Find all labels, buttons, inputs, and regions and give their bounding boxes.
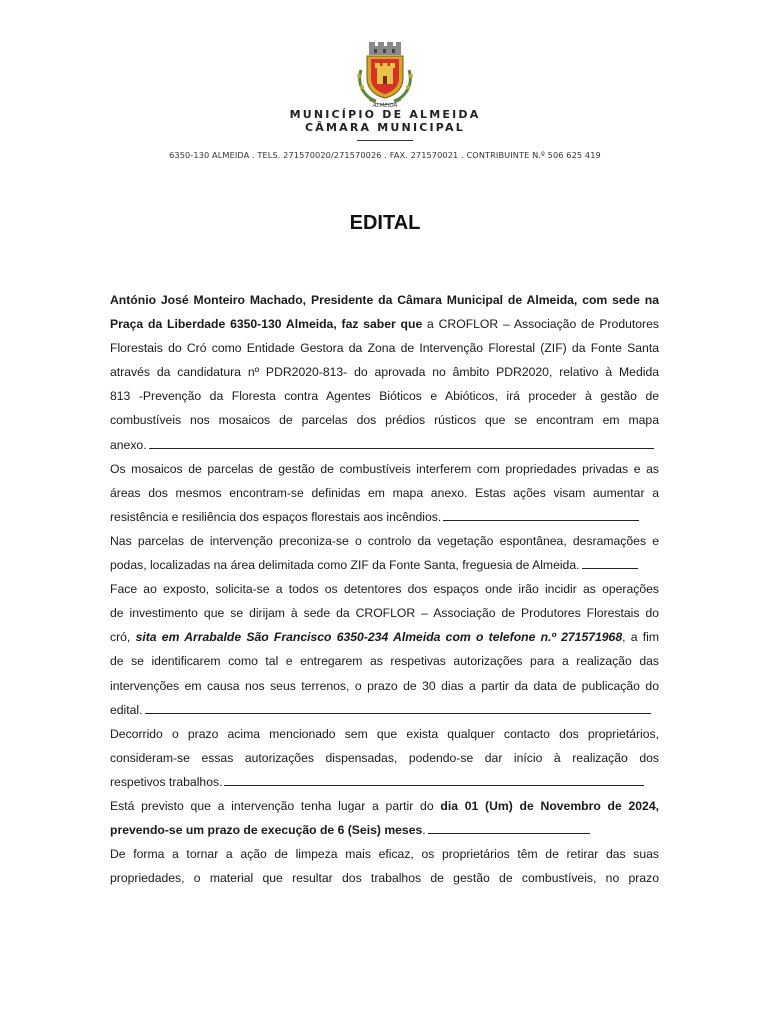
body-line-text: . — [422, 823, 426, 838]
body-line — [110, 698, 659, 722]
body-line: De forma a tornar a ação de limpeza mais eficaz, os proprietários têm de retirar das suas — [110, 847, 659, 862]
body-line — [110, 818, 659, 842]
body-line-bold: dia 01 (Um) de Novembro de 2024, — [440, 798, 659, 813]
fill-line — [443, 510, 639, 521]
body-line-text: respetivos trabalhos. — [110, 774, 223, 789]
body-line-text: edital. — [110, 702, 143, 717]
body-line — [110, 505, 659, 529]
fill-line — [145, 703, 651, 714]
fill-line — [428, 823, 590, 834]
body-line — [110, 312, 659, 336]
fill-line — [224, 775, 644, 786]
body-line-text: , a fim — [622, 630, 659, 645]
body-line — [110, 770, 659, 794]
body-line: propriedades, o material que resultar dos trabalhos de gestão de combustíveis, no prazo — [110, 871, 659, 886]
fill-line — [582, 558, 638, 569]
body-line: combustíveis nos mosaicos de parcelas dos prédios rústicos que se encontram em mapa — [110, 413, 659, 428]
body-line — [110, 288, 659, 312]
body-line-bold-italic: sita em Arrabalde São Francisco 6350-234 Almeida com o telefone n.º 271571968 — [135, 630, 623, 645]
body-line-text: a CROFLOR – Associação de Produtores — [422, 317, 659, 332]
body-line: de se identificarem como tal e entregarem as respetivas autorizações para a realização das — [110, 654, 659, 669]
body-line-text: podas, localizadas na área delimitada como ZIF da Fonte Santa, freguesia de Almeida. — [110, 558, 580, 573]
body-line-bold: prevendo-se um prazo de execução de 6 (Seis) meses — [110, 823, 423, 838]
mural-crown — [369, 42, 401, 55]
body-line-text: anexo. — [110, 437, 147, 452]
body-line — [110, 553, 659, 577]
edital-body — [110, 288, 659, 890]
page-title: EDITAL — [349, 212, 421, 234]
body-line-text: resistência e resiliência dos espaços florestais aos incêndios. — [110, 509, 442, 524]
body-line: áreas dos mesmos encontram-se definidas em mapa anexo. Estas ações visam aumentar a — [110, 485, 659, 500]
body-line: 813 -Prevenção da Floresta contra Agentes Bióticos e Abióticos, irá proceder à gestão de — [110, 389, 659, 404]
contact-line: 6350-130 ALMEIDA . TELS. 271570020/271570026 . FAX. 271570021 . CONTRIBUINTE N.º 506 625 419 — [169, 150, 601, 160]
chamber-name: CÂMARA MUNICIPAL — [305, 121, 465, 134]
municipality-name: MUNICÍPIO DE ALMEIDA — [289, 108, 481, 121]
body-line — [110, 433, 659, 457]
body-line: Florestais do Cró como Entidade Gestora da Zona de Intervenção Florestal (ZIF) da Fonte Santa — [110, 341, 659, 356]
body-line: de investimento que se dirijam à sede da CROFLOR – Associação de Produtores Florestais do — [110, 606, 659, 621]
body-line — [110, 625, 659, 649]
body-line: consideram-se essas autorizações dispensadas, podendo-se dar início à realização dos — [110, 750, 659, 765]
body-line-bold: António José Monteiro Machado, Presidente da Câmara Municipal de Almeida, com sede na — [110, 293, 659, 307]
body-line: Nas parcelas de intervenção preconiza-se o controlo da vegetação espontânea, desramações e — [110, 533, 659, 548]
body-line-text: cró, — [110, 630, 136, 645]
body-line: Decorrido o prazo acima mencionado sem que exista qualquer contacto dos proprietários, — [110, 726, 659, 741]
body-line — [110, 794, 659, 818]
body-line-text: Está previsto que a intervenção tenha lugar a partir do — [110, 798, 441, 813]
body-line-bold: Praça da Liberdade 6350-130 Almeida, faz saber que — [110, 317, 423, 332]
header-rule — [357, 140, 413, 141]
municipal-crest-icon — [350, 40, 420, 110]
body-line: Os mosaicos de parcelas de gestão de combustíveis interferem com propriedades privadas e as — [110, 461, 659, 476]
fill-line — [149, 438, 654, 449]
crest-scroll-label: ALMEIDA — [372, 103, 398, 109]
body-line: intervenções em causa nos seus terrenos, o prazo de 30 dias a partir da data de publicação do — [110, 678, 659, 693]
body-line: através da candidatura nº PDR2020-813- do aprovada no âmbito PDR2020, relativo à Medida — [110, 365, 659, 380]
body-line: Face ao exposto, solicita-se a todos os detentores dos espaços onde irão incidir as operações — [110, 582, 659, 597]
